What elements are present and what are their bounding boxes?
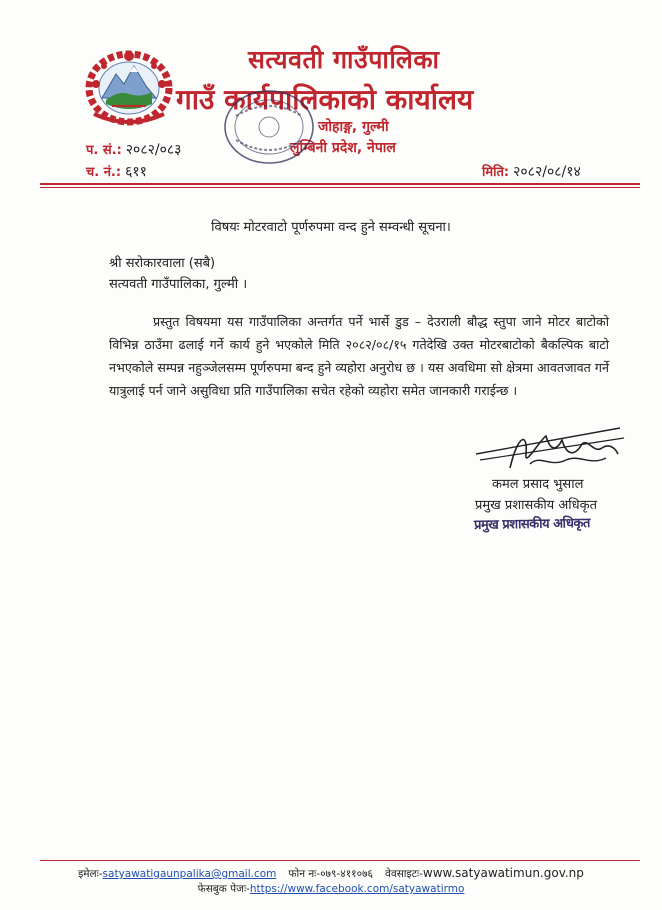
nepal-emblem-logo — [84, 44, 174, 126]
letter-body: प्रस्तुत विषयमा यस गाउँपालिका अन्तर्गत पर्ने भार्से डुड – देउराली बौद्ध स्तुपा जाने मोटर बाटोको विभिन्न ठाउँमा ढलाई गर्ने कार्य हुने भएकोले मिति २०८२/०८/१५ गतेदेखि उक्त मोटरबाटोको बैकल्पिक बाटो नभएकोले सम्पन्न नहुञ्जेलसम्म पूर्णरुपमा बन्द हुने व्यहोरा अनुरोध छ । यस अवधिमा सो क्षेत्रमा आवतजावत गर्ने यात्रुलाई पर्न जाने असुविधा प्रति गाउँपालिका सचेत रहेको व्यहोरा समेत जानकारी गराईन्छ । — [109, 314, 609, 398]
date-value: २०८२/०८/१४ — [513, 164, 581, 180]
office-title-line1: सत्यवती गाउँपालिका — [248, 45, 440, 74]
signatory-name: कमल प्रसाद भुसाल — [492, 477, 584, 492]
address-line2: लुम्बिनी प्रदेश, नेपाल — [290, 140, 396, 156]
address-line1: जोहाङ्ग, गुल्मी — [318, 119, 389, 135]
office-title-line2: गाउँ कार्यपालिकाको कार्यालय — [176, 83, 474, 116]
ref-number-value: २०८२/०८३ — [125, 142, 182, 158]
dispatch-number-value: ६११ — [125, 164, 147, 180]
facebook-label: फेसबुक पेजः- — [197, 883, 250, 895]
email-label: इमेलः- — [78, 868, 103, 880]
footer-social-line — [0, 882, 662, 896]
dispatch-number-label: च. नं.: — [86, 165, 122, 180]
signatory-title: प्रमुख प्रशासकीय अधिकृत — [475, 498, 598, 513]
recipient-line2: सत्यवती गाउँपालिका, गुल्मी । — [109, 277, 248, 292]
header-divider-thin — [40, 187, 640, 188]
header-divider — [40, 183, 640, 185]
ref-number-label: प. सं.: — [86, 143, 122, 158]
office-seal-stamp — [222, 88, 316, 166]
signatory-rubber-stamp: प्रमुख प्रशासकीय अधिकृत — [473, 515, 590, 534]
phone-number: फोन नः-०७९-४११०७६ — [288, 868, 374, 880]
website-label: वेवसाइटः- — [385, 868, 423, 880]
email-link[interactable]: satyawatigaunpalika@gmail.com — [102, 868, 277, 880]
dispatch-number — [86, 162, 147, 181]
letter-date — [482, 162, 581, 181]
handwritten-signature — [470, 424, 630, 474]
letter-subject: विषयः मोटरवाटो पूर्णरुपमा वन्द हुने सम्वन्धी सूचना। — [211, 220, 451, 235]
facebook-link[interactable]: https://www.facebook.com/satyawatirmo — [249, 883, 465, 895]
recipient-line1: श्री सरोकारवाला (सबै) — [109, 256, 216, 271]
website-link[interactable]: www.satyawatimun.gov.np — [422, 866, 584, 880]
footer-contact-line — [0, 866, 662, 881]
footer-divider — [40, 860, 640, 861]
letter-ref-number — [86, 140, 181, 159]
date-label: मिति: — [482, 165, 510, 180]
